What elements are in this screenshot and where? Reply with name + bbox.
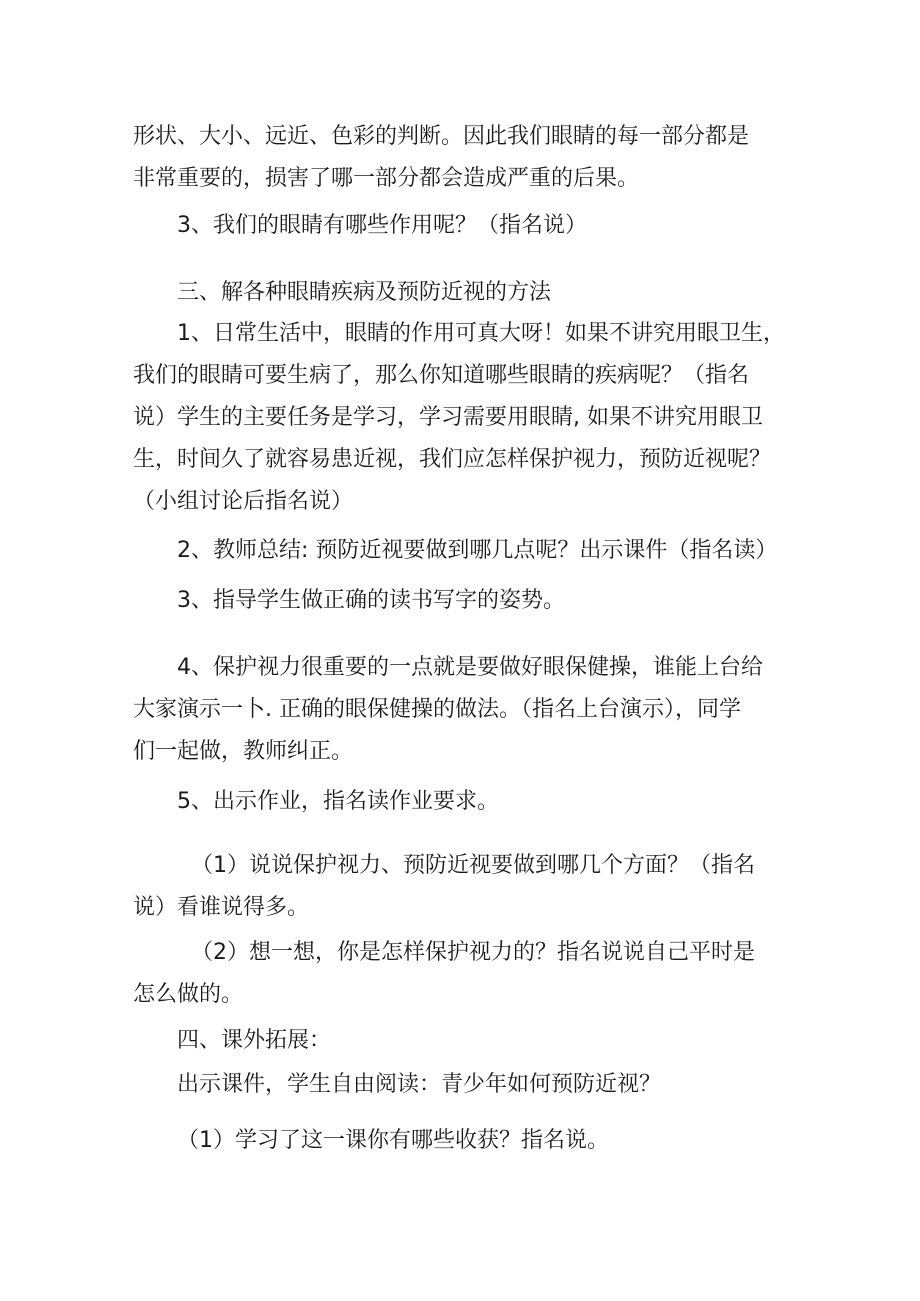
text-line: （1）学习了这一课你有哪些收获？指名说。 [177, 1128, 609, 1153]
text-line: 说）学生的主要任务是学习，学习需要用眼睛, 如果不讲究用眼卫 [133, 405, 763, 430]
text-line: （2）想一想，你是怎样保护视力的？指名说说自己平时是 [191, 940, 755, 965]
text-line: 3、指导学生做正确的读书写字的姿势。 [177, 588, 565, 613]
text-line: 三、解各种眼睛疾病及预防近视的方法 [177, 280, 552, 305]
section-heading-four [133, 1020, 793, 1062]
paragraph-daily-life-eye-care [133, 313, 793, 523]
text-line: 出示课件，学生自由阅读：青少年如何预防近视？ [177, 1072, 662, 1097]
paragraph-reflection-question [133, 1120, 793, 1162]
text-line: 形状、大小、远近、色彩的判断。因此我们眼睛的每一部分都是 [133, 124, 750, 149]
paragraph-homework-item-2 [133, 932, 793, 1016]
paragraph-eye-exercises [133, 647, 793, 773]
paragraph-question-eye-functions [133, 205, 793, 247]
text-line: 我们的眼睛可要生病了，那么你知道哪些眼睛的疾病呢？（指名 [133, 363, 750, 388]
text-line: 非常重要的，损害了哪一部分都会造成严重的后果。 [133, 166, 640, 191]
paragraph-homework [133, 781, 793, 823]
text-line: （1）说说保护视力、预防近视要做到哪几个方面？（指名 [191, 853, 755, 878]
paragraph-eye-parts-importance [133, 116, 793, 200]
text-line: 1、日常生活中，眼睛的作用可真大呀！如果不讲究用眼卫生， [177, 321, 785, 346]
text-line: 怎么做的。 [133, 982, 244, 1007]
text-line: 2、教师总结: 预防近视要做到哪几点呢？出示课件（指名读） [177, 538, 778, 563]
text-line: 大家演示一卜. 正确的眼保健操的做法。（指名上台演示），同学 [133, 697, 741, 722]
text-line: 3、我们的眼睛有哪些作用呢？（指名说） [177, 213, 587, 238]
paragraph-homework-item-1 [133, 845, 793, 929]
text-line: 5、出示作业，指名读作业要求。 [177, 789, 499, 814]
paragraph-teacher-summary [133, 530, 793, 572]
paragraph-posture-guidance [133, 580, 793, 622]
text-line: 4、保护视力很重要的一点就是要做好眼保健操，谁能上台给 [177, 655, 763, 680]
text-line: 四、课外拓展： [177, 1028, 332, 1053]
section-heading-three [133, 272, 793, 314]
text-line: 说）看谁说得多。 [133, 895, 310, 920]
text-line: 们一起做，教师纠正。 [133, 739, 354, 764]
text-line: 生，时间久了就容易患近视，我们应怎样保护视力，预防近视呢？ [133, 447, 772, 472]
paragraph-show-courseware [133, 1064, 793, 1106]
text-line: （小组讨论后指名说） [133, 489, 354, 514]
